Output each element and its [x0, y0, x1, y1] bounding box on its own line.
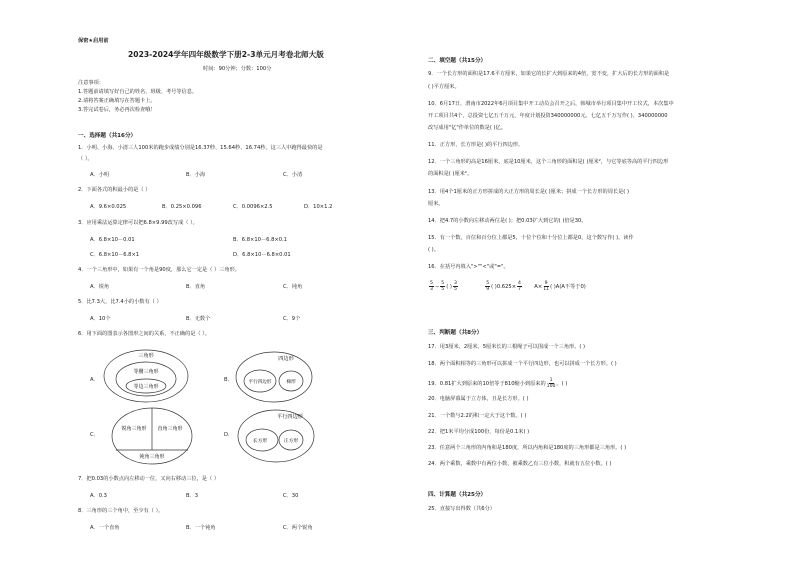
q5-option-a[interactable]: A．10个 — [90, 316, 111, 322]
q2-option-d[interactable]: D．10×1.2 — [304, 204, 333, 210]
q7-stem: 7．把0.03的小数点向左移动一位，又向右移动三位，是（ ） — [78, 476, 220, 482]
q16-frac-c: $\frac{3}{5}$ — [453, 281, 457, 292]
venn-d-inner2-label: 正方形 — [283, 439, 299, 444]
note-3: 3.答完试卷后，务必再次检查哦！ — [78, 107, 156, 113]
q24: 24．两个乘数，乘数中有两位小数，被乘数乙有三位小数，积就有五位小数。( ) — [428, 461, 612, 467]
q2-option-b[interactable]: B．0.25×0.096 — [162, 204, 202, 210]
q3-stem: 3．应用乘法运算定律可以把6.8×9.99改写成（ ）。 — [78, 220, 198, 226]
q4-option-c[interactable]: C．钝角 — [283, 284, 303, 290]
section-calc: 四、计算题（共25分） — [428, 492, 487, 498]
section-fill: 二、填空题（共15分） — [428, 58, 487, 64]
q22: 22．把1米平均分成100份，每份是0.1米( ) — [428, 429, 530, 435]
q6-option-a[interactable]: A． — [90, 377, 99, 383]
q10-line2: 开工项目共4个，总投资七亿五千万元，年度计划投资340000000元。七亿五千万写作( )，340000000 — [428, 113, 668, 119]
section-choice: 一、选择题（共16分） — [78, 133, 137, 139]
q3-option-a[interactable]: A．6.8×10－0.01 — [90, 237, 135, 243]
venn-c — [112, 408, 192, 464]
q16-stem: 16．在括号内填入">""<"或"="。 — [428, 264, 509, 270]
notes-title: 注意事项： — [78, 80, 104, 86]
q13-line1: 13．用4个1厘米的正方形拼成的大正方形的周长是( )厘米；拼成一个长方形的周长是( ) — [428, 189, 629, 195]
venn-b-inner1-label: 平行四边形 — [248, 380, 272, 385]
q4-stem: 4．一个三角形中，如果有一个角是90度，那么它一定是（ ）三角形。 — [78, 267, 240, 273]
q8-option-c[interactable]: C．两个锐角 — [283, 525, 313, 531]
q8-option-b[interactable]: B．一个钝角 — [186, 525, 216, 531]
venn-d-inner1-label: 长方形 — [252, 439, 268, 444]
q16-frac-b: $\frac{5}{5}$ — [441, 281, 445, 292]
q2-option-c[interactable]: C．0.0096×2.5 — [233, 204, 273, 210]
time-score: 时间：90分钟；分数：100分 — [203, 66, 272, 72]
q3-option-d[interactable]: D．6.8×10－6.8×0.01 — [233, 252, 291, 258]
q10-line1: 10．6月17日，渭南市2022年6月项目集中开工动员会召开之后，韩城市举行项目集中开工仪式，本次集中 — [428, 101, 674, 107]
q16-frac-f: $\frac{9}{11}$ — [543, 281, 550, 292]
q18: 18．两个面积相等的三角形可以拼成一个平行四边形，也可以拼成一个长方形。( ) — [428, 361, 617, 367]
q5-option-c[interactable]: C．9个 — [283, 316, 301, 322]
q1-stem: 1．小明、小海、小清三人100米的跑步成绩分别是16.37秒、15.64秒、16.74秒。这三人中跑得最快的是 — [78, 145, 323, 151]
venn-d-outer-label: 平行四边形 — [277, 414, 303, 420]
q6-stem: 6．用下面的图表示各图形之间的关系，不正确的是（ ）。 — [78, 331, 211, 337]
venn-b — [236, 352, 312, 402]
note-1: 1.答题前请填写好自己的姓名、班级、考号等信息。 — [78, 89, 198, 95]
q11: 11．正方形、长方形是( )的平行四边形。 — [428, 142, 524, 148]
q2-option-a[interactable]: A．9.6×0.025 — [90, 204, 127, 210]
q12-line2: 的面积是( )厘米²。 — [428, 171, 473, 177]
venn-a-inner2-label: 等边三角形 — [133, 384, 159, 390]
q8-stem: 8．三角形的三个角中，至少有（ ）。 — [78, 508, 164, 514]
venn-a-outer-label: 三角形 — [138, 353, 154, 359]
venn-diagrams — [98, 346, 358, 470]
q7-option-a[interactable]: A．0.3 — [90, 493, 107, 499]
q1-stem2: （ ）。 — [78, 156, 93, 162]
q4-option-a[interactable]: A．锐角 — [90, 284, 110, 290]
venn-c-right-label: 直角三角形 — [157, 426, 183, 432]
venn-b-inner2-label: 梯形 — [286, 380, 296, 385]
venn-b-outer-label: 四边形 — [278, 356, 294, 362]
q16-expressions: $\frac{5}{3}$ − $\frac{5}{5}$ ( ) $\frac{3}{5}$ $\frac{5}{9}$ ( )0.625× $\frac{4}{7}$ A× $\frac{9}{11}$ ( )A(A不等于0) — [430, 281, 586, 292]
q6-option-d[interactable]: D． — [224, 432, 234, 438]
q2-stem: 2．下面各式的积最小的是（ ） — [78, 187, 151, 193]
q15-line1: 15．有一个数，百位和百分位上都是5，十位个位和十分位上都是0，这个数写作( )，读作 — [428, 235, 634, 241]
q7-option-c[interactable]: C．30 — [283, 493, 299, 499]
q3-option-c[interactable]: C．6.8×10－6.8×1 — [90, 252, 140, 258]
q9-line1: 9．一个长方形的面积是17.6平方厘米，如果它的长扩大到原来的4倍，宽不变，扩大后的长方形的面积是 — [428, 71, 670, 77]
q12-line1: 12．一个三角形的高是16厘米，底是10厘米，这个三角形的面积是( )厘米²，与它等底等高的平行四边形 — [428, 159, 669, 165]
q19: 19．0.81扩大到原来的10倍等于810缩小到原来的 $\frac{1}{100}$ 。( ) — [428, 378, 568, 389]
q13-line2: 厘米。 — [428, 201, 444, 207]
q21: 21．一个数与2.2的积一定大于这个数。( ) — [428, 413, 527, 419]
venn-a — [104, 350, 188, 402]
q19-fraction: $\frac{1}{100}$ — [546, 378, 556, 389]
q14: 14．把4.7的小数向左移动两位是( )；把0.03扩大到它的( )倍是30。 — [428, 218, 587, 224]
q8-option-a[interactable]: A．一个直角 — [90, 525, 120, 531]
q7-option-b[interactable]: B．3 — [186, 493, 199, 499]
venn-d — [238, 410, 314, 462]
venn-a-inner1-label: 等腰三角形 — [133, 369, 159, 375]
q20: 20．电脑屏幕属于立方体，且是长方形。( ) — [428, 396, 529, 402]
venn-c-bottom-label: 钝角三角形 — [139, 454, 165, 460]
q1-option-c[interactable]: C．小清 — [283, 172, 303, 178]
secret-label: 保密★启用前 — [78, 38, 109, 44]
q6-option-b[interactable]: B． — [224, 377, 233, 383]
q5-stem: 5．比7.3大，比7.4小的小数有（ ） — [78, 299, 162, 305]
q25: 25．直接写出得数（共6分） — [428, 506, 495, 512]
q15-line2: ( )。 — [428, 247, 439, 253]
q5-option-b[interactable]: B．无数个 — [186, 316, 211, 322]
q16-frac-d: $\frac{5}{9}$ — [486, 281, 490, 292]
venn-c-left-label: 锐角三角形 — [121, 426, 147, 432]
q10-line3: 改写成用"亿"作单位的数是( )亿。 — [428, 125, 506, 131]
q4-option-b[interactable]: B．直角 — [186, 284, 206, 290]
exam-title: 2023-2024学年四年级数学下册2-3单元月考卷北师大版 — [128, 50, 324, 59]
q1-option-b[interactable]: B．小海 — [186, 172, 206, 178]
q3-option-b[interactable]: B．6.8×10－6.8×0.1 — [233, 237, 287, 243]
q6-option-c[interactable]: C． — [90, 432, 99, 438]
q16-frac-a: $\frac{5}{3}$ — [430, 281, 433, 292]
q23: 23．任意两个三角形的内角和是180度，所以内角和是180度的三角形都是三角形。( ) — [428, 445, 627, 451]
q16-frac-e: $\frac{4}{7}$ — [518, 281, 521, 292]
section-judge: 三、判断题（共8分） — [428, 330, 483, 336]
q1-option-a[interactable]: A．小明 — [90, 172, 110, 178]
q17: 17．用3厘米、2厘米、5厘米长的三根绳子可以围成一个三角形。( ) — [428, 344, 586, 350]
q9-line2: ( )平方厘米。 — [428, 84, 460, 90]
note-2: 2.请将答案正确填写在答题卡上。 — [78, 98, 156, 104]
